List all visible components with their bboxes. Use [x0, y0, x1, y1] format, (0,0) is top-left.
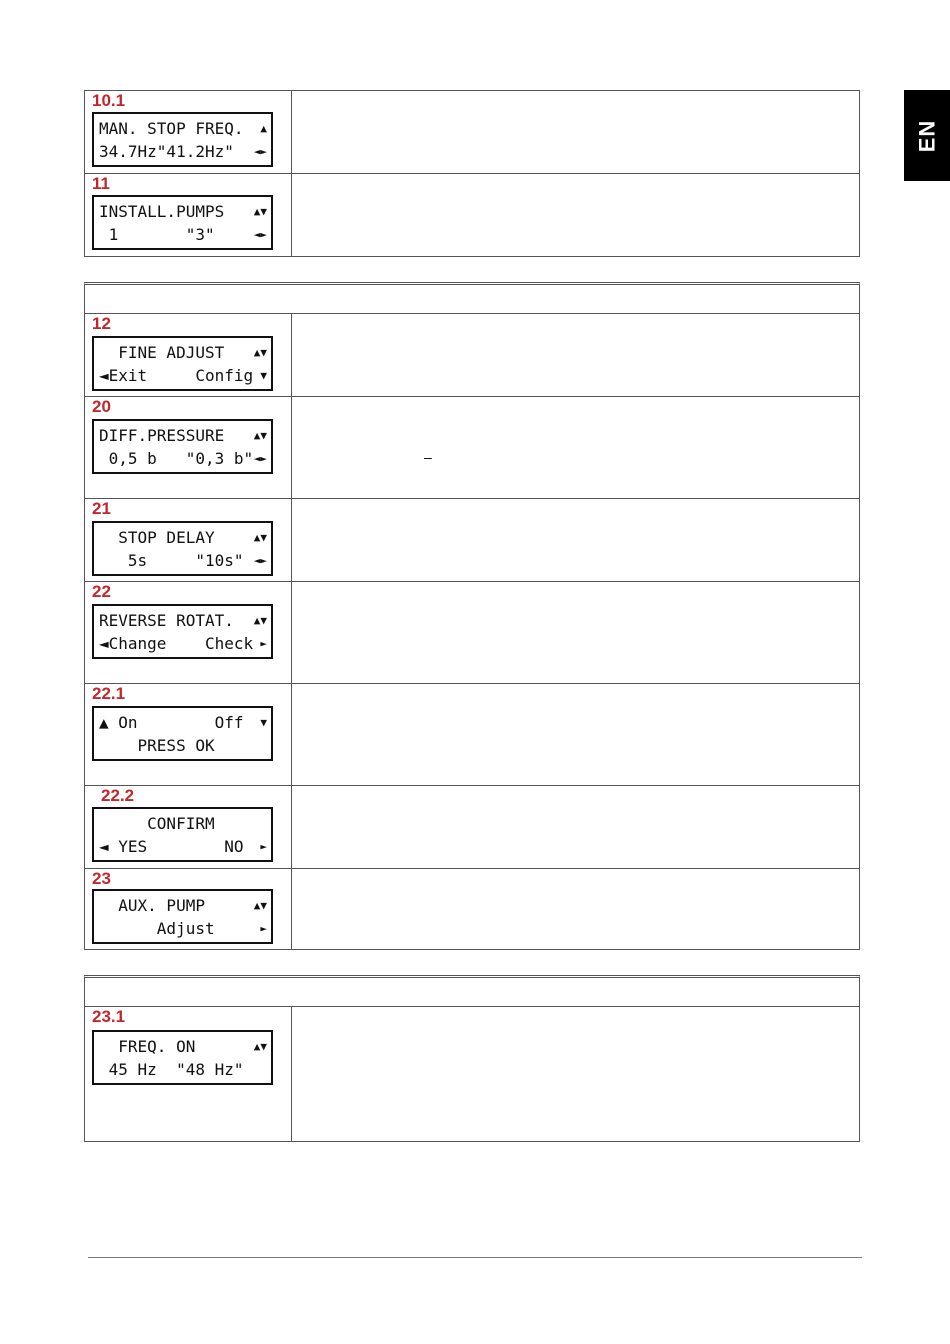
lcd-display [92, 807, 273, 862]
up-down-arrow-icon: ▲▼ [253, 1040, 267, 1053]
lcd-line-2: 0,5 b "0,3 b" [99, 449, 254, 468]
right-arrow-icon: ► [260, 840, 267, 853]
left-right-arrow-icon: ◄► [253, 452, 267, 465]
table-row [85, 582, 859, 684]
settings-table-3 [84, 975, 860, 1142]
right-arrow-icon: ► [260, 922, 267, 935]
table-row [85, 397, 859, 499]
lcd-line-2: ◄ YES NO [99, 837, 244, 856]
up-down-arrow-icon: ▲▼ [253, 205, 267, 218]
table-row [85, 174, 859, 256]
dash-mark: – [424, 449, 432, 465]
lcd-display [92, 521, 273, 576]
lcd-line-2: ◄Change Check [99, 634, 254, 653]
down-arrow-icon: ▼ [260, 369, 267, 382]
lcd-display [92, 706, 273, 761]
up-down-arrow-icon: ▲▼ [253, 346, 267, 359]
lcd-line-2: 34.7Hz"41.2Hz" [99, 142, 234, 161]
up-down-arrow-icon: ▲▼ [253, 429, 267, 442]
step-number: 23 [92, 869, 111, 888]
lcd-line-1: AUX. PUMP [99, 896, 205, 915]
lcd-display [92, 1030, 273, 1085]
up-down-arrow-icon: ▲▼ [253, 614, 267, 627]
step-number: 23.1 [92, 1007, 126, 1026]
step-number: 22.2 [101, 786, 135, 805]
lcd-line-1: FREQ. ON [99, 1037, 196, 1056]
lcd-line-2: 45 Hz "48 Hz" [99, 1060, 244, 1079]
up-down-arrow-icon: ▲▼ [253, 899, 267, 912]
step-number: 20 [92, 397, 111, 416]
step-number: 11 [92, 174, 110, 193]
table-row [85, 314, 859, 397]
table-row [85, 786, 859, 869]
table-row [85, 869, 859, 949]
table-row [85, 91, 859, 174]
table-row [85, 499, 859, 582]
footer-divider [88, 1257, 862, 1258]
lcd-line-2: 1 "3" [99, 225, 215, 244]
lcd-line-1: DIFF.PRESSURE [99, 426, 225, 445]
settings-table-1 [84, 90, 860, 257]
up-arrow-icon: ▲ [260, 122, 267, 135]
step-number: 22 [92, 582, 111, 601]
settings-table-2 [84, 282, 860, 950]
lcd-line-1: FINE ADJUST [99, 343, 225, 362]
table-row [85, 1007, 859, 1141]
step-number: 10.1 [92, 91, 126, 110]
lcd-display [92, 195, 273, 250]
lcd-display [92, 419, 273, 474]
lcd-display [92, 336, 273, 391]
lcd-line-1: REVERSE ROTAT. [99, 611, 234, 630]
lcd-line-1: ▲ On Off [99, 713, 244, 732]
left-right-arrow-icon: ◄► [253, 145, 267, 158]
lcd-line-1: MAN. STOP FREQ. [99, 119, 244, 138]
language-tab [904, 90, 950, 181]
table-row [85, 684, 859, 786]
up-down-arrow-icon: ▲▼ [253, 531, 267, 544]
step-number: 21 [92, 499, 111, 518]
table-header [85, 978, 859, 1007]
lcd-line-1: INSTALL.PUMPS [99, 202, 225, 221]
right-arrow-icon: ► [260, 637, 267, 650]
left-right-arrow-icon: ◄► [253, 554, 267, 567]
lcd-line-2: PRESS OK [99, 736, 215, 755]
table-header [85, 285, 859, 314]
lcd-line-1: CONFIRM [99, 814, 215, 833]
step-number: 22.1 [92, 684, 126, 703]
lcd-line-2: ◄Exit Config [99, 366, 254, 385]
lcd-display [92, 604, 273, 659]
language-tab-label: EN [914, 119, 939, 152]
left-right-arrow-icon: ◄► [253, 228, 267, 241]
step-number: 12 [92, 314, 111, 333]
lcd-line-2: Adjust [99, 919, 215, 938]
lcd-display [92, 112, 273, 167]
lcd-line-2: 5s "10s" [99, 551, 244, 570]
lcd-line-1: STOP DELAY [99, 528, 215, 547]
lcd-display [92, 889, 273, 944]
down-arrow-icon: ▼ [260, 716, 267, 729]
